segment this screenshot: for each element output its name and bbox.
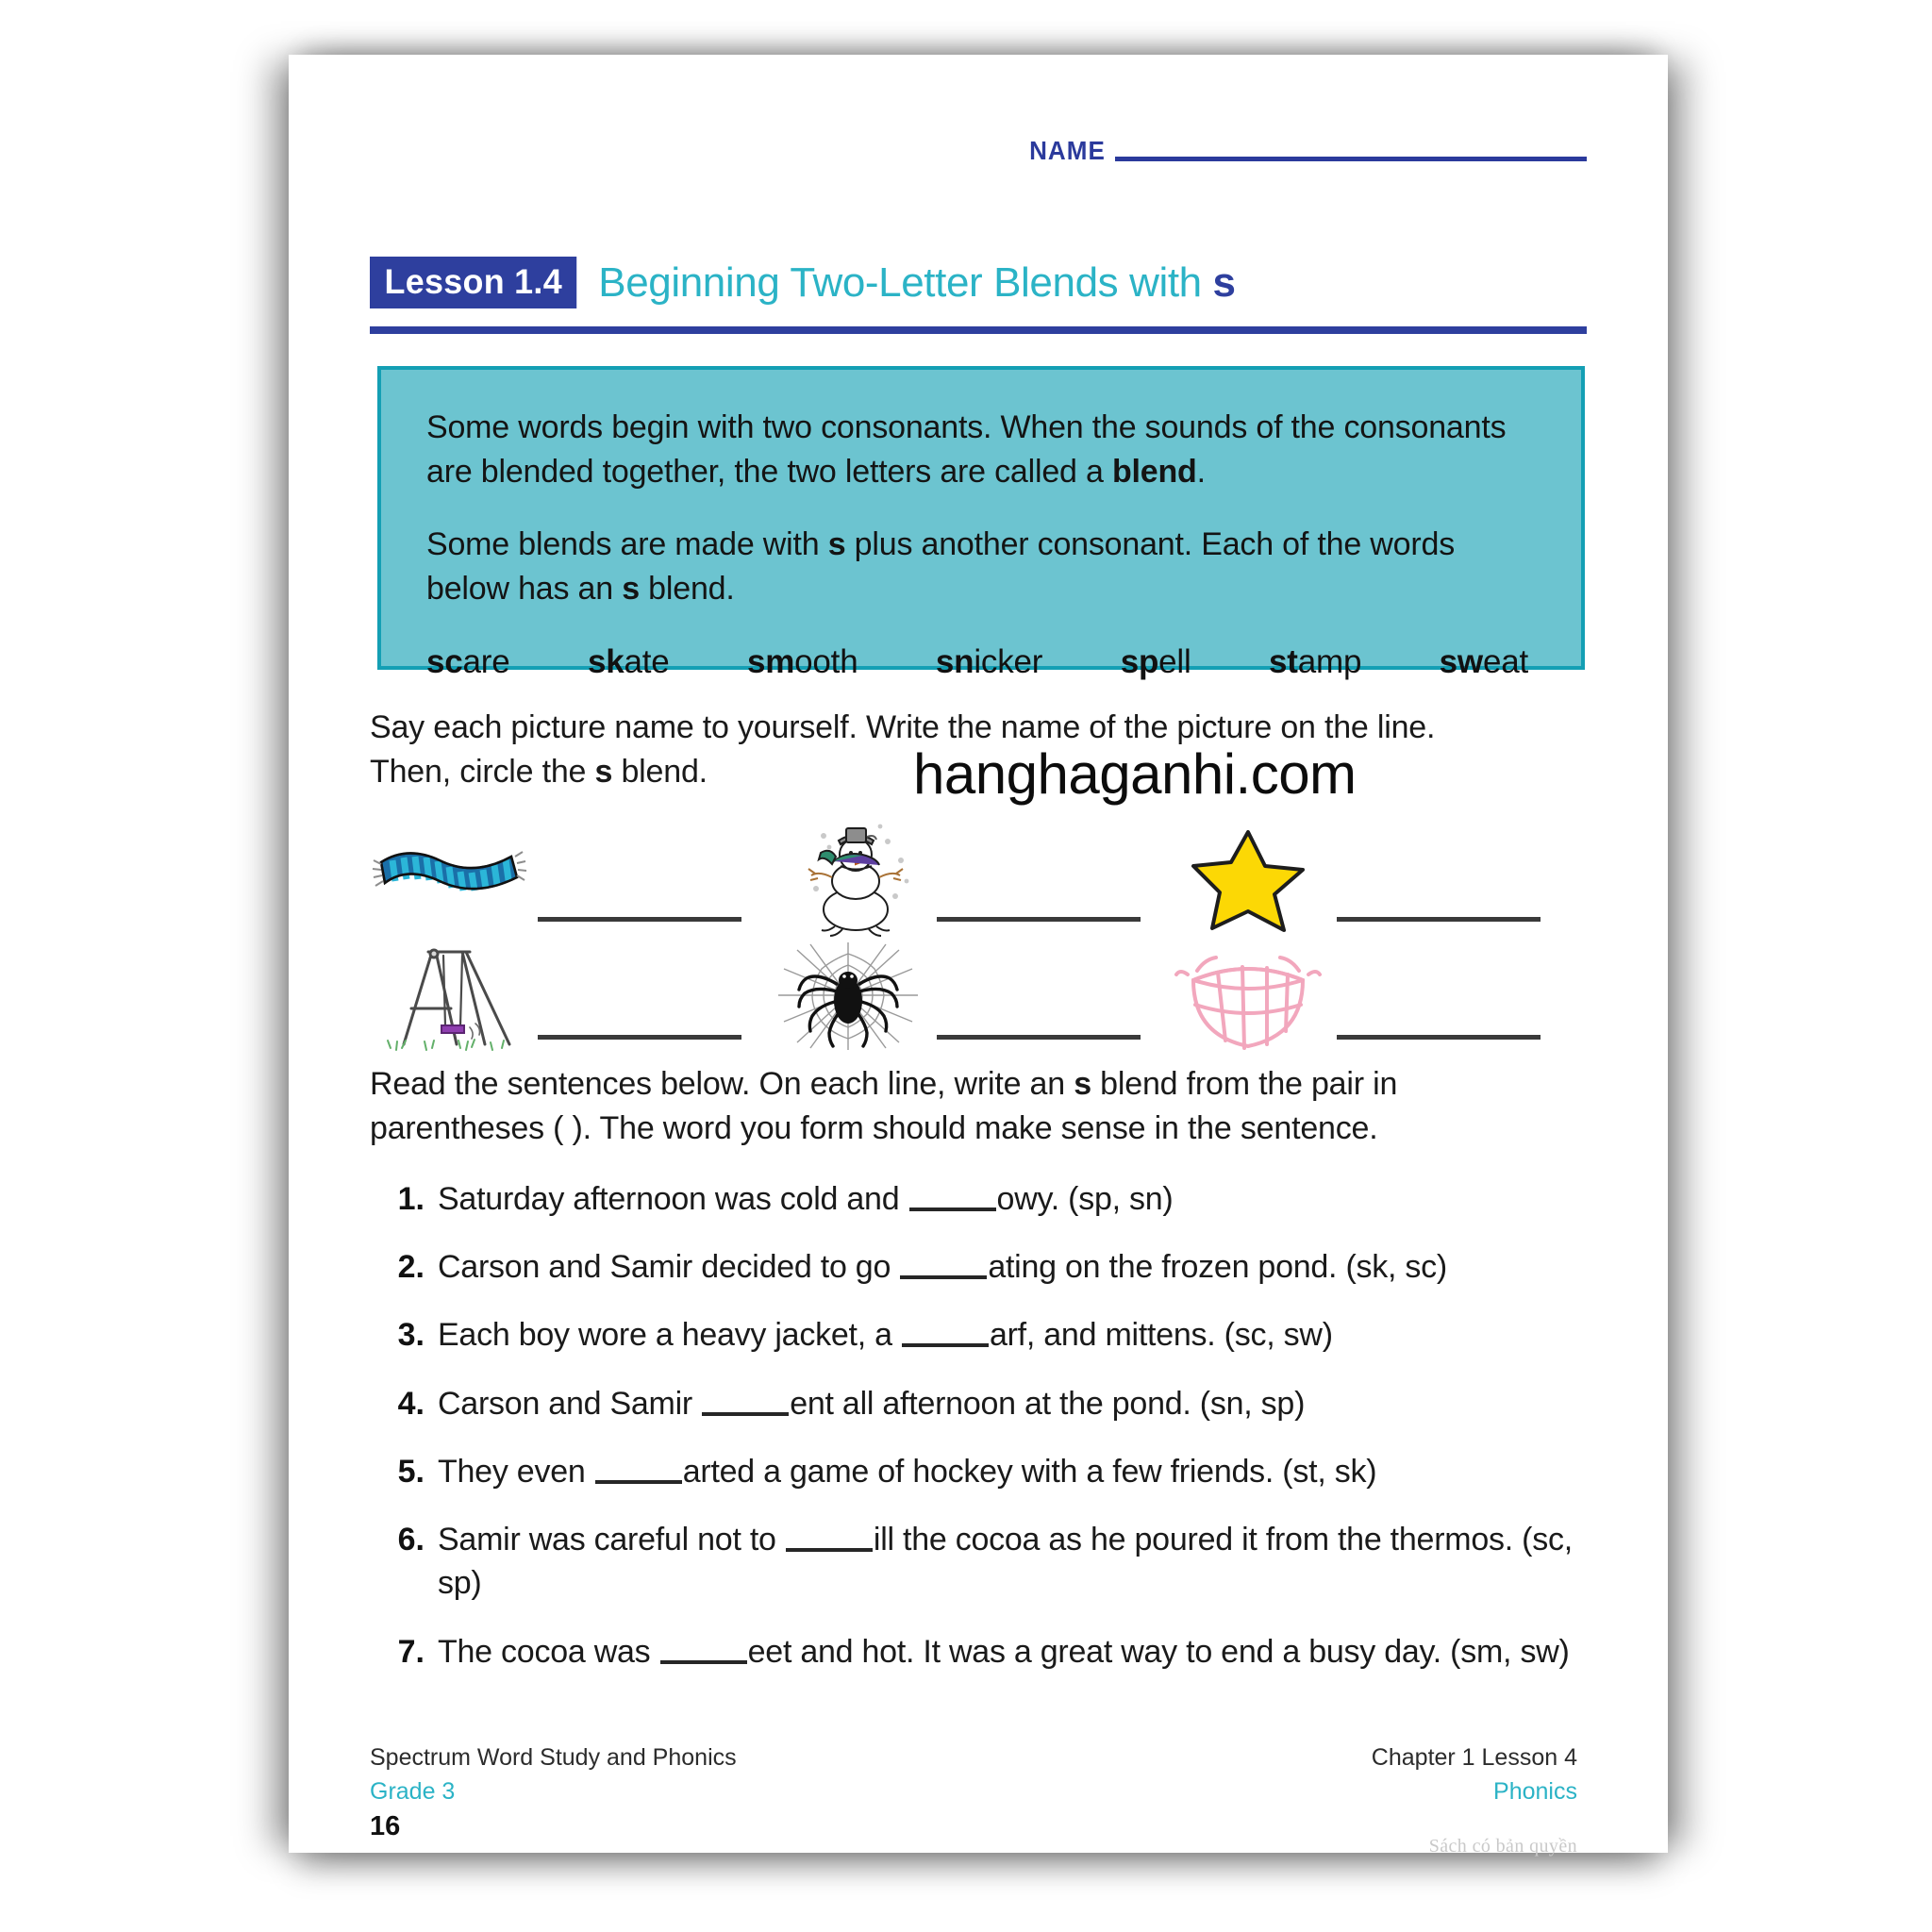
instr2-b: blend from the pair in parentheses ( ). The word you form should make sense in the sentence. bbox=[370, 1066, 1398, 1146]
spider-web-icon bbox=[769, 937, 927, 1055]
question-after: ating on the frozen pond. (sk, sc) bbox=[988, 1249, 1447, 1286]
picture-item-snowman bbox=[769, 819, 1168, 937]
example-word: stamp bbox=[1268, 642, 1362, 680]
answer-blank[interactable] bbox=[909, 1208, 996, 1211]
question-after: arf, and mittens. (sc, sw) bbox=[989, 1317, 1333, 1354]
copyright-note: Sách có bản quyền bbox=[1428, 1836, 1577, 1857]
instr2-a: Read the sentences below. On each line, write an bbox=[370, 1066, 1074, 1102]
watermark-text: hanghaganhi.com bbox=[913, 742, 1357, 806]
question-row bbox=[394, 1313, 1574, 1357]
info-p1-text-a: Some words begin with two consonants. When the sounds of the consonants are blended together, the two letters are called a bbox=[426, 409, 1507, 490]
question-number: 6. bbox=[397, 1522, 425, 1558]
info-p2-text-c: blend. bbox=[639, 570, 735, 607]
footer-subject: Phonics bbox=[1493, 1777, 1577, 1805]
name-label: NAME bbox=[1029, 136, 1106, 165]
question-before: Carson and Samir decided to go bbox=[438, 1249, 900, 1286]
question-number: 4. bbox=[397, 1385, 425, 1422]
info-p1-bold: blend bbox=[1111, 453, 1197, 490]
answer-line-snowman[interactable] bbox=[937, 917, 1141, 922]
answer-blank[interactable] bbox=[595, 1480, 682, 1484]
picture-item-swing bbox=[370, 937, 769, 1055]
question-number: 2. bbox=[397, 1249, 425, 1286]
header-divider bbox=[370, 326, 1587, 334]
picture-item-star bbox=[1169, 819, 1568, 937]
question-before: Samir was careful not to bbox=[438, 1522, 785, 1558]
footer-grade: Grade 3 bbox=[370, 1777, 456, 1805]
question-before: Each boy wore a heavy jacket, a bbox=[438, 1317, 901, 1354]
question-row bbox=[394, 1177, 1574, 1221]
question-text bbox=[438, 1177, 1574, 1221]
instr1-b: blend. bbox=[612, 753, 708, 790]
example-word-list bbox=[426, 643, 1536, 681]
question-after: eet and hot. It was a great way to end a busy day. (sm, sw) bbox=[747, 1633, 1570, 1670]
snowman-icon bbox=[769, 819, 927, 937]
info-p2-bold-2: s bbox=[622, 570, 640, 607]
example-word: smooth bbox=[746, 642, 858, 680]
question-after: ent all afternoon at the pond. (sn, sp) bbox=[790, 1385, 1306, 1422]
question-before: They even bbox=[438, 1453, 594, 1490]
answer-blank[interactable] bbox=[702, 1412, 789, 1416]
question-row bbox=[394, 1630, 1574, 1674]
instr1-a: Say each picture name to yourself. Write the name of the picture on the line. Then, circle the bbox=[370, 709, 1436, 790]
answer-blank[interactable] bbox=[660, 1660, 747, 1664]
question-text bbox=[438, 1518, 1574, 1605]
answer-line-spider[interactable] bbox=[937, 1035, 1141, 1040]
example-word: scare bbox=[426, 642, 510, 680]
scarf-icon bbox=[370, 819, 528, 937]
picture-exercise-grid bbox=[370, 819, 1568, 1055]
example-word: sweat bbox=[1439, 642, 1528, 680]
question-text bbox=[438, 1382, 1574, 1425]
question-row bbox=[394, 1450, 1574, 1493]
info-paragraph-2 bbox=[426, 523, 1536, 611]
page-number: 16 bbox=[370, 1811, 401, 1841]
question-text bbox=[438, 1450, 1574, 1493]
page-footer bbox=[370, 1741, 1577, 1808]
page-title-main: Beginning Two-Letter Blends with bbox=[598, 258, 1202, 306]
answer-blank[interactable] bbox=[900, 1275, 987, 1279]
footer-right bbox=[1372, 1741, 1577, 1808]
star-icon bbox=[1169, 819, 1327, 937]
answer-line-smile[interactable] bbox=[1337, 1035, 1541, 1040]
question-before: Saturday afternoon was cold and bbox=[438, 1181, 908, 1217]
question-row bbox=[394, 1245, 1574, 1289]
info-p1-text-b: . bbox=[1196, 453, 1206, 490]
page-title bbox=[598, 258, 1236, 306]
picture-item-scarf bbox=[370, 819, 769, 937]
example-word: snicker bbox=[935, 642, 1043, 680]
question-after: arted a game of hockey with a few friends. (st, sk) bbox=[682, 1453, 1377, 1490]
name-field[interactable] bbox=[1024, 138, 1587, 164]
question-number: 5. bbox=[397, 1453, 425, 1490]
footer-chapter-lesson: Chapter 1 Lesson 4 bbox=[1371, 1744, 1577, 1771]
instr1-bold: s bbox=[594, 753, 613, 790]
info-box bbox=[377, 366, 1585, 680]
instruction-text-2 bbox=[370, 1062, 1511, 1151]
question-number: 7. bbox=[397, 1633, 425, 1670]
question-row bbox=[394, 1518, 1574, 1605]
swing-set-icon bbox=[370, 937, 528, 1055]
name-write-line[interactable] bbox=[1115, 157, 1587, 161]
answer-line-scarf[interactable] bbox=[538, 917, 741, 922]
question-after: ill the cocoa as he poured it from the thermos. (sc, sp) bbox=[438, 1522, 1573, 1602]
info-p2-text-b: plus another consonant. Each of the words below has an bbox=[426, 525, 1455, 607]
picture-item-spider bbox=[769, 937, 1168, 1055]
instr2-bold: s bbox=[1074, 1066, 1091, 1102]
info-p2-text-a: Some blends are made with bbox=[426, 525, 828, 562]
answer-line-swing[interactable] bbox=[538, 1035, 741, 1040]
question-text bbox=[438, 1630, 1574, 1674]
info-paragraph-1 bbox=[426, 406, 1536, 494]
question-text bbox=[438, 1313, 1574, 1357]
question-text bbox=[438, 1245, 1574, 1289]
example-word: spell bbox=[1120, 642, 1191, 680]
answer-line-star[interactable] bbox=[1337, 917, 1541, 922]
picture-item-smile bbox=[1169, 937, 1568, 1055]
info-p2-bold-1: s bbox=[827, 525, 846, 562]
question-after: owy. (sp, sn) bbox=[996, 1181, 1174, 1217]
question-row bbox=[394, 1382, 1574, 1425]
answer-blank[interactable] bbox=[902, 1343, 989, 1347]
worksheet-page bbox=[289, 55, 1668, 1857]
lesson-header bbox=[370, 257, 1587, 308]
answer-blank[interactable] bbox=[786, 1548, 873, 1552]
page-title-accent: s bbox=[1212, 258, 1236, 306]
lesson-badge: Lesson 1.4 bbox=[370, 257, 576, 308]
footer-left bbox=[370, 1741, 737, 1808]
question-number: 1. bbox=[397, 1181, 425, 1217]
smile-teeth-icon bbox=[1169, 937, 1327, 1055]
question-number: 3. bbox=[397, 1317, 425, 1354]
question-before: Carson and Samir bbox=[438, 1385, 702, 1422]
page-content-area bbox=[370, 55, 1587, 1857]
question-list bbox=[394, 1177, 1574, 1698]
footer-book-title: Spectrum Word Study and Phonics bbox=[370, 1744, 737, 1771]
question-before: The cocoa was bbox=[438, 1633, 659, 1670]
example-word: skate bbox=[587, 642, 670, 680]
